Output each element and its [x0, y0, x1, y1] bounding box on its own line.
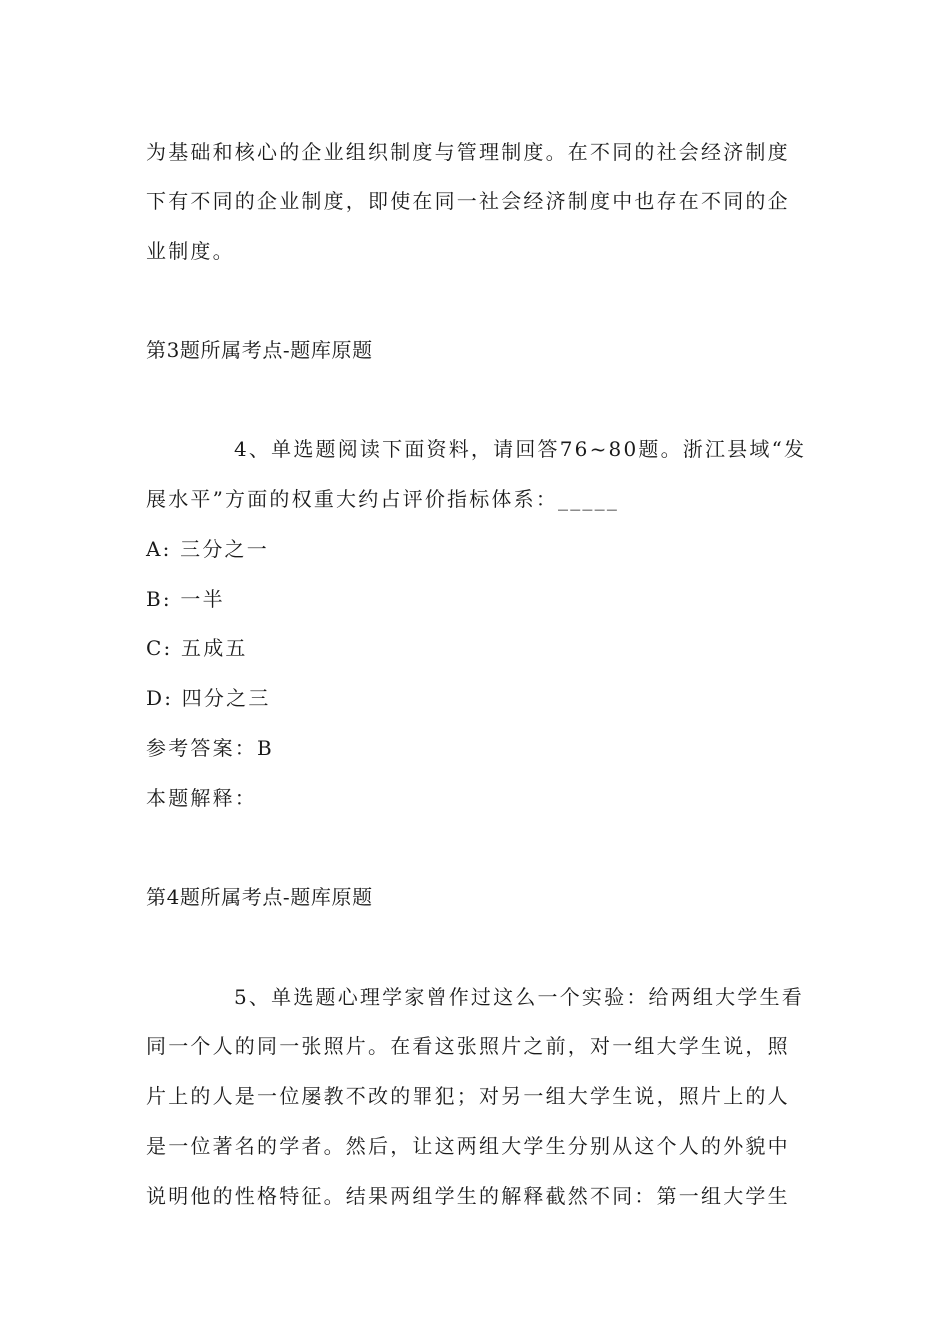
answer-label: 参考答案：B	[146, 736, 274, 760]
explanation-label: 本题解释：	[146, 786, 257, 810]
option-a: A: 三分之一	[146, 537, 269, 561]
question-5-text-line: 是一位著名的学者。然后，让这两组大学生分别从这个人的外貌中	[146, 1134, 790, 1158]
paragraph-line: 业制度。	[146, 239, 235, 263]
q3-source-label: 第3题所属考点-题库原题	[146, 338, 373, 362]
question-5-text-line: 5、单选题心理学家曾作过这么一个实验：给两组大学生看	[234, 985, 804, 1009]
question-5-text-line: 片上的人是一位屡教不改的罪犯；对另一组大学生说，照片上的人	[146, 1084, 790, 1108]
question-4-text-line: 展水平”方面的权重大约占评价指标体系：_____	[146, 487, 620, 511]
option-d: D: 四分之三	[146, 686, 271, 710]
paragraph-line: 为基础和核心的企业组织制度与管理制度。在不同的社会经济制度	[146, 140, 790, 164]
option-b: B: 一半	[146, 587, 225, 611]
q4-source-label: 第4题所属考点-题库原题	[146, 885, 373, 909]
option-c: C: 五成五	[146, 636, 248, 660]
paragraph-line: 下有不同的企业制度，即使在同一社会经济制度中也存在不同的企	[146, 189, 790, 213]
question-5-text-line: 同一个人的同一张照片。在看这张照片之前，对一组大学生说，照	[146, 1034, 790, 1058]
question-4-text-line: 4、单选题阅读下面资料，请回答76~80题。浙江县域“发	[234, 437, 807, 461]
question-5-text-line: 说明他的性格特征。结果两组学生的解释截然不同：第一组大学生	[146, 1184, 790, 1208]
